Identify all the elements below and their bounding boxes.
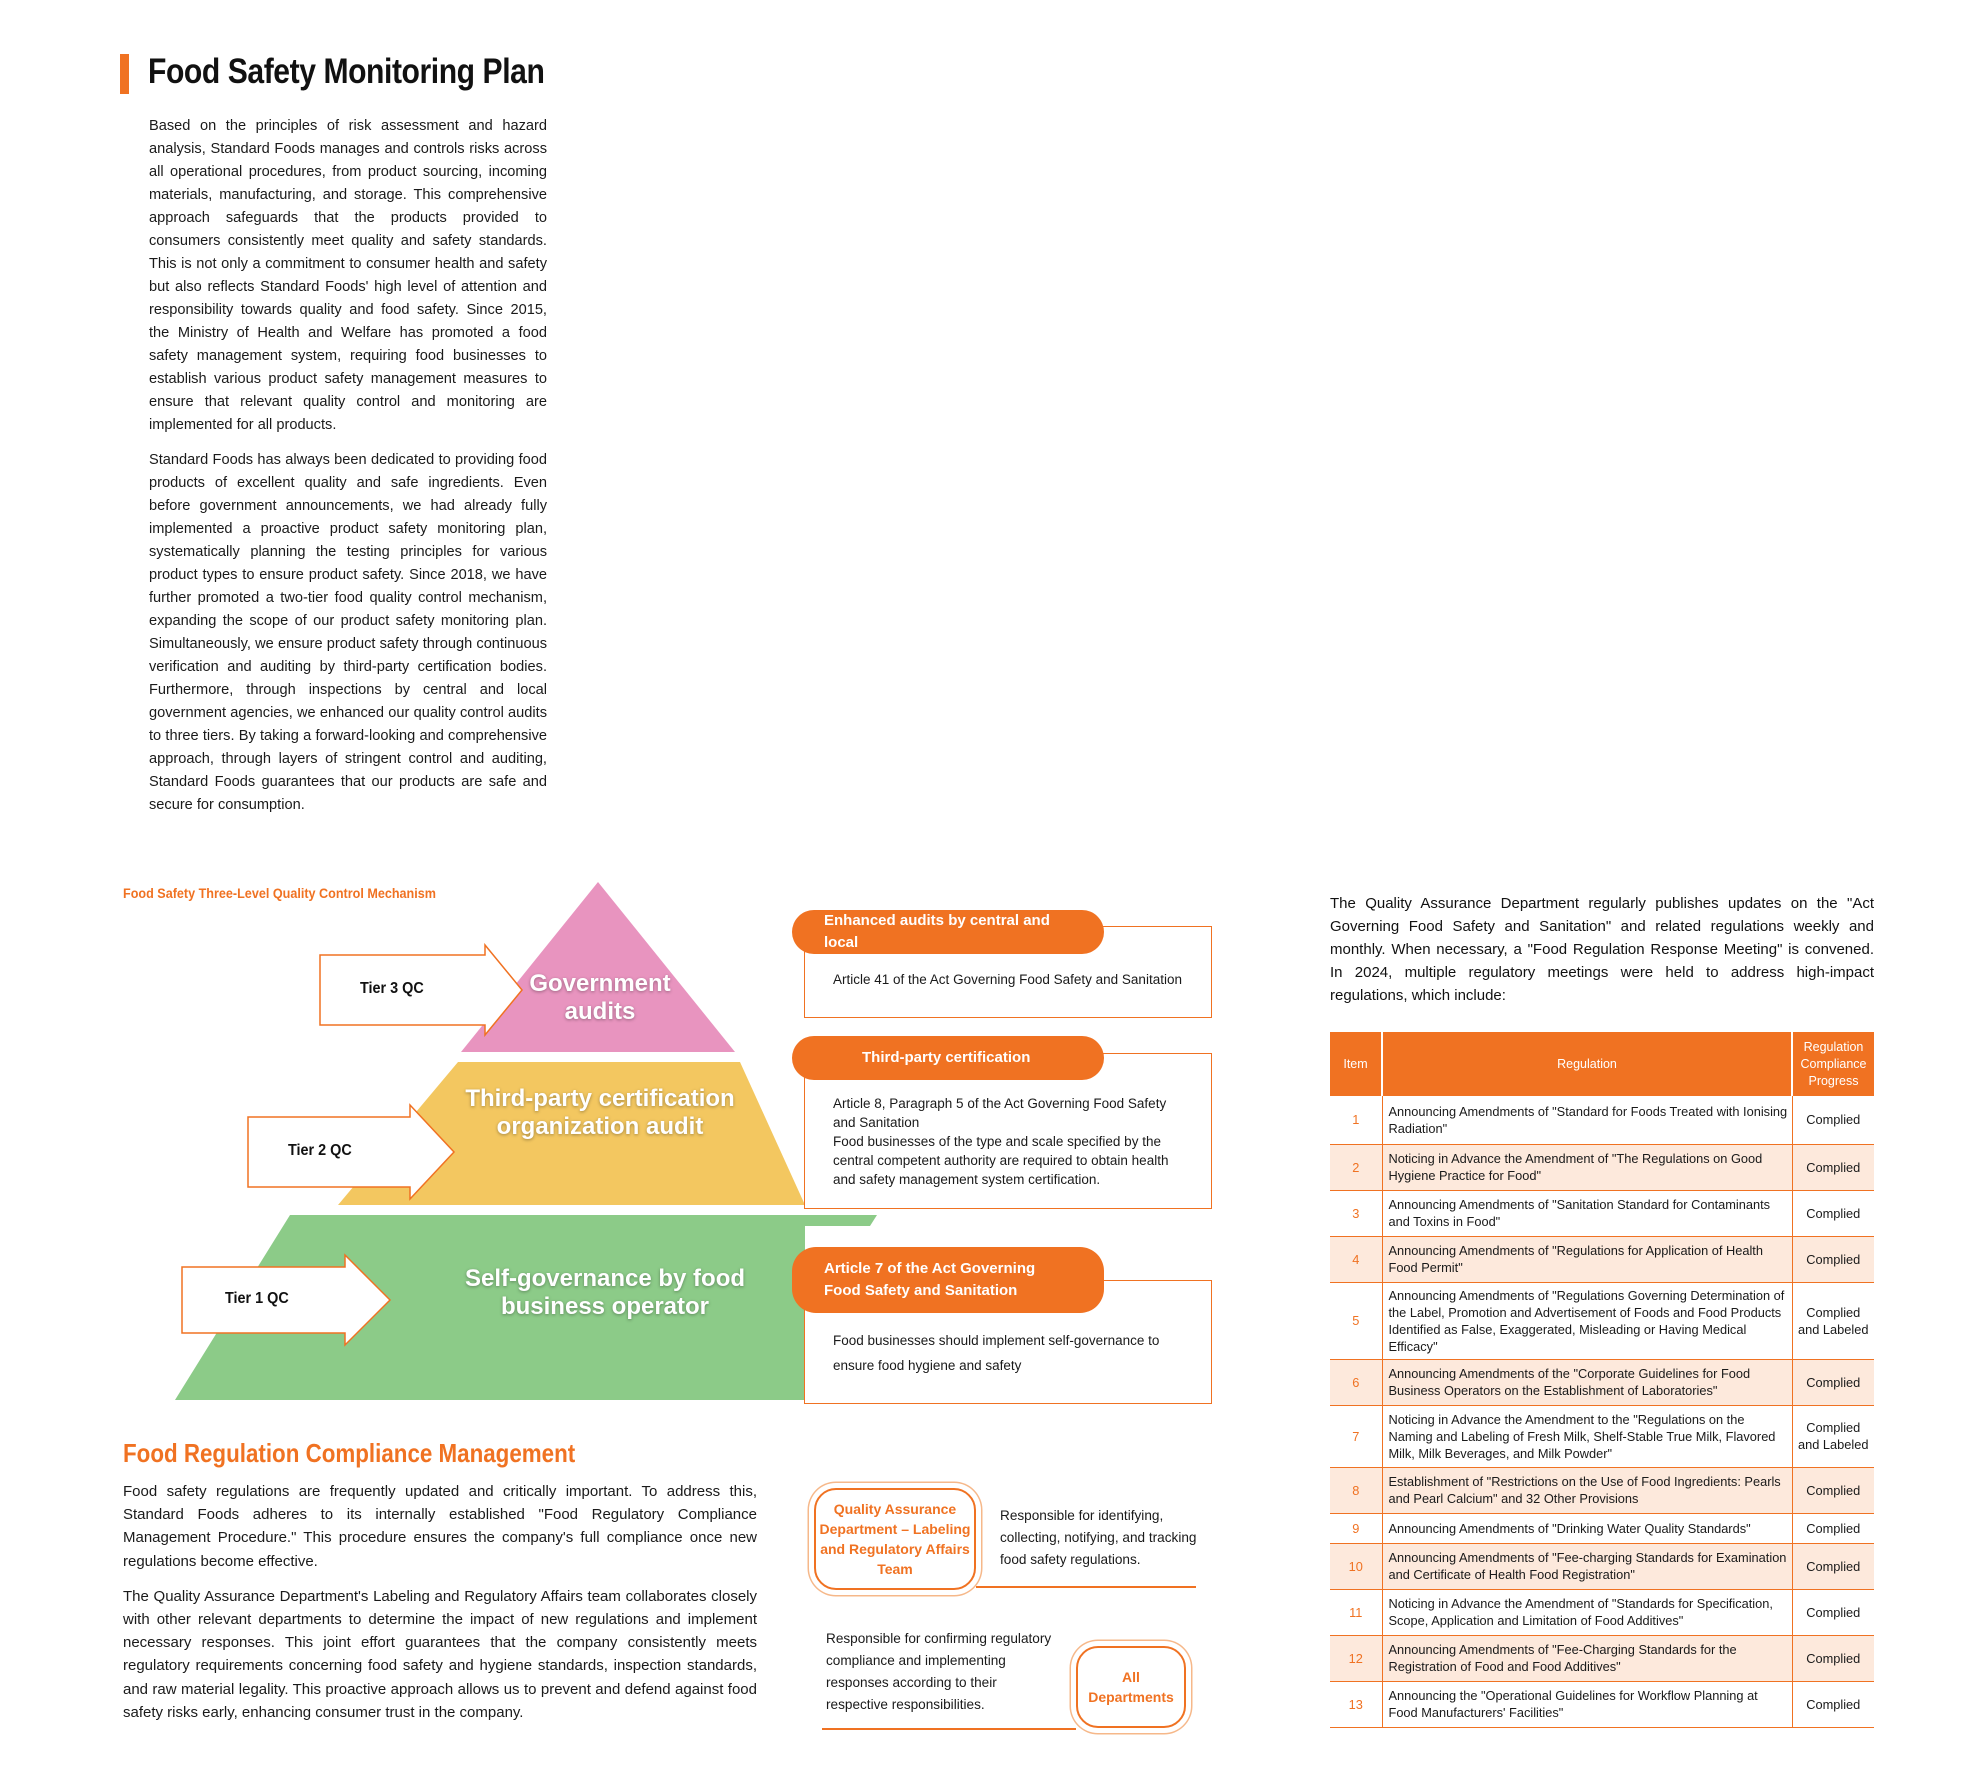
row-status: Complied xyxy=(1792,1589,1874,1635)
tier2-pill: Third-party certification xyxy=(792,1036,1104,1080)
tier1-name: Self-governance by food business operator xyxy=(464,1265,746,1320)
row-item-number: 2 xyxy=(1330,1144,1382,1190)
all-departments-role-line xyxy=(822,1728,1076,1730)
table-row xyxy=(1330,1681,1874,1727)
row-regulation: Announcing Amendments of "Sanitation Standard for Contaminants and Toxins in Food" xyxy=(1382,1190,1792,1236)
compliance-title: Food Regulation Compliance Management xyxy=(123,1438,576,1468)
table-header-row xyxy=(1330,1032,1874,1096)
row-status: Complied xyxy=(1792,1681,1874,1727)
row-item-number: 1 xyxy=(1330,1096,1382,1144)
regulation-intro: The Quality Assurance Department regularly publishes updates on the "Act Governing Food Safety and Sanitation" and related regulations weekly and monthly. When necessary, a "Food Regulation Response Meeting" is convened. In 2024, multiple regulatory meetings were held to address high-impact regulations, which include: xyxy=(1330,895,1874,1004)
table-row xyxy=(1330,1405,1874,1467)
table-row xyxy=(1330,1144,1874,1190)
row-status: Complied xyxy=(1792,1543,1874,1589)
qa-team-role-description: Responsible for identifying, collecting, notifying, and tracking food safety regulations. xyxy=(1000,1508,1197,1567)
qa-team-role-line xyxy=(976,1586,1196,1588)
row-item-number: 11 xyxy=(1330,1589,1382,1635)
tier3-pill: Enhanced audits by central and local xyxy=(792,910,1104,954)
row-item-number: 10 xyxy=(1330,1543,1382,1589)
row-item-number: 7 xyxy=(1330,1405,1382,1467)
compliance-paragraph: Food safety regulations are frequently updated and critically important. To address this, Standard Foods adheres to its internally established "Food Regulatory Compliance Management Procedure." This procedure ensures the company's full compliance once new regulations become effective. xyxy=(123,1483,757,1570)
row-status: Complied xyxy=(1792,1236,1874,1282)
table-row xyxy=(1330,1543,1874,1589)
row-regulation: Announcing Amendments of "Standard for Foods Treated with Ionising Radiation" xyxy=(1382,1096,1792,1144)
row-regulation: Announcing the "Operational Guidelines for Workflow Planning at Food Manufacturers' Facilities" xyxy=(1382,1681,1792,1727)
qa-team-role-box: Quality Assurance Department – Labeling and Regulatory Affairs Team xyxy=(814,1488,976,1590)
intro-paragraph: Standard Foods has always been dedicated to providing food products of excellent quality and safe ingredients. Even before government announcements, we had already fully implemented a proactive product safety monitoring plan, systematically planning the testing principles for various product types to ensure product safety. Since 2018, we have further promoted a two-tier food quality control mechanism, expanding the scope of our product safety monitoring plan. Simultaneously, we ensure product safety through continuous verification and auditing by third-party certification bodies. Furthermore, through inspections by central and local government agencies, we enhanced our quality control audits to three tiers. By taking a forward-looking and comprehensive approach, through layers of stringent control and auditing, Standard Foods guarantees that our products are safe and secure for consumption. xyxy=(149,452,547,813)
tier1-label: Tier 1 QC xyxy=(225,1290,289,1307)
row-item-number: 5 xyxy=(1330,1282,1382,1359)
row-regulation: Announcing Amendments of "Regulations for Application of Health Food Permit" xyxy=(1382,1236,1792,1282)
compliance-paragraph: The Quality Assurance Department's Labeling and Regulatory Affairs team collaborates closely with other relevant departments to determine the impact of new regulations and implement necessary responses. This joint effort guarantees that the company consistently meets regulatory requirements concerning food safety and hygiene standards, inspection standards, and raw material legality. This proactive approach allows us to prevent and defend against food safety risks early, enhancing consumer trust in the company. xyxy=(123,1587,757,1721)
row-item-number: 6 xyxy=(1330,1359,1382,1405)
all-departments-role-box: All Departments xyxy=(1076,1646,1186,1728)
header-item: Item xyxy=(1330,1032,1382,1096)
table-row xyxy=(1330,1635,1874,1681)
tier2-name: Third-party certification organization audit xyxy=(465,1085,735,1140)
page-title: Food Safety Monitoring Plan xyxy=(148,52,545,91)
row-status: Complied and Labeled xyxy=(1792,1405,1874,1467)
title-accent-bar xyxy=(120,54,129,94)
table-row xyxy=(1330,1236,1874,1282)
all-departments-role-description: Responsible for confirming regulatory compliance and implementing responses according to their respective responsibilities. xyxy=(826,1631,1052,1712)
row-regulation: Noticing in Advance the Amendment of "The Regulations on Good Hygiene Practice for Food" xyxy=(1382,1144,1792,1190)
row-status: Complied xyxy=(1792,1467,1874,1513)
row-status: Complied xyxy=(1792,1190,1874,1236)
row-item-number: 8 xyxy=(1330,1467,1382,1513)
tier3-label: Tier 3 QC xyxy=(360,980,424,997)
header-progress: Regulation Compliance Progress xyxy=(1792,1032,1874,1096)
row-item-number: 13 xyxy=(1330,1681,1382,1727)
row-regulation: Announcing Amendments of "Regulations Governing Determination of the Label, Promotion and Advertisement of Foods and Food Products Identified as False, Exaggerated, Misleading or Having Medical Efficacy" xyxy=(1382,1282,1792,1359)
tier3-description: Article 41 of the Act Governing Food Safety and Sanitation xyxy=(833,971,1182,987)
row-regulation: Announcing Amendments of "Drinking Water Quality Standards" xyxy=(1382,1513,1792,1543)
regulation-table xyxy=(1330,1032,1874,1728)
row-regulation: Announcing Amendments of the "Corporate Guidelines for Food Business Operators on the Establishment of Laboratories" xyxy=(1382,1359,1792,1405)
tier3-name: Government audits xyxy=(529,970,671,1025)
pyramid-title: Food Safety Three-Level Quality Control Mechanism xyxy=(123,885,436,901)
regulation-table-body xyxy=(1330,1096,1874,1727)
table-row xyxy=(1330,1513,1874,1543)
table-row xyxy=(1330,1467,1874,1513)
row-regulation: Noticing in Advance the Amendment of "Standards for Specification, Scope, Application and Limitation of Food Additives" xyxy=(1382,1589,1792,1635)
tier1-pill: Article 7 of the Act Governing Food Safety and Sanitation xyxy=(792,1247,1104,1313)
tier2-description-line: Article 8, Paragraph 5 of the Act Governing Food Safety and Sanitation xyxy=(833,1095,1167,1130)
header-regulation: Regulation xyxy=(1382,1032,1792,1096)
table-row xyxy=(1330,1359,1874,1405)
tier2-description-line: Food businesses of the type and scale specified by the central competent authority are required to obtain health and safety management system certification. xyxy=(833,1133,1169,1187)
row-status: Complied xyxy=(1792,1144,1874,1190)
row-status: Complied xyxy=(1792,1359,1874,1405)
row-item-number: 9 xyxy=(1330,1513,1382,1543)
intro-paragraph: Based on the principles of risk assessment and hazard analysis, Standard Foods manages and controls risks across all operational procedures, from product sourcing, incoming materials, manufacturing, and storage. This comprehensive approach safeguards that the products provided to consumers consistently meet quality and safety standards. This is not only a commitment to consumer health and safety but also reflects Standard Foods' high level of attention and responsibility towards quality and food safety. Since 2015, the Ministry of Health and Welfare has promoted a food safety management system, requiring food businesses to establish various product safety management measures to ensure that relevant quality control and monitoring are implemented for all products. xyxy=(149,118,547,433)
compliance-text xyxy=(123,1480,757,1736)
row-regulation: Announcing Amendments of "Fee-charging Standards for Examination and Certificate of Health Food Registration" xyxy=(1382,1543,1792,1589)
row-item-number: 3 xyxy=(1330,1190,1382,1236)
row-item-number: 12 xyxy=(1330,1635,1382,1681)
row-regulation: Announcing Amendments of "Fee-Charging Standards for the Registration of Food and Food Additives" xyxy=(1382,1635,1792,1681)
intro-text xyxy=(149,115,547,829)
row-status: Complied and Labeled xyxy=(1792,1282,1874,1359)
row-status: Complied xyxy=(1792,1513,1874,1543)
table-row xyxy=(1330,1282,1874,1359)
row-status: Complied xyxy=(1792,1096,1874,1144)
table-row xyxy=(1330,1096,1874,1144)
tier1-description: Food businesses should implement self-governance to ensure food hygiene and safety xyxy=(833,1333,1160,1373)
tier2-label: Tier 2 QC xyxy=(288,1142,352,1159)
row-status: Complied xyxy=(1792,1635,1874,1681)
row-regulation: Noticing in Advance the Amendment to the "Regulations on the Naming and Labeling of Fresh Milk, Shelf-Stable True Milk, Flavored Milk, Milk Beverages, and Milk Powder" xyxy=(1382,1405,1792,1467)
row-item-number: 4 xyxy=(1330,1236,1382,1282)
table-row xyxy=(1330,1190,1874,1236)
row-regulation: Establishment of "Restrictions on the Use of Food Ingredients: Pearls and Pearl Calcium" and 32 Other Provisions xyxy=(1382,1467,1792,1513)
table-row xyxy=(1330,1589,1874,1635)
